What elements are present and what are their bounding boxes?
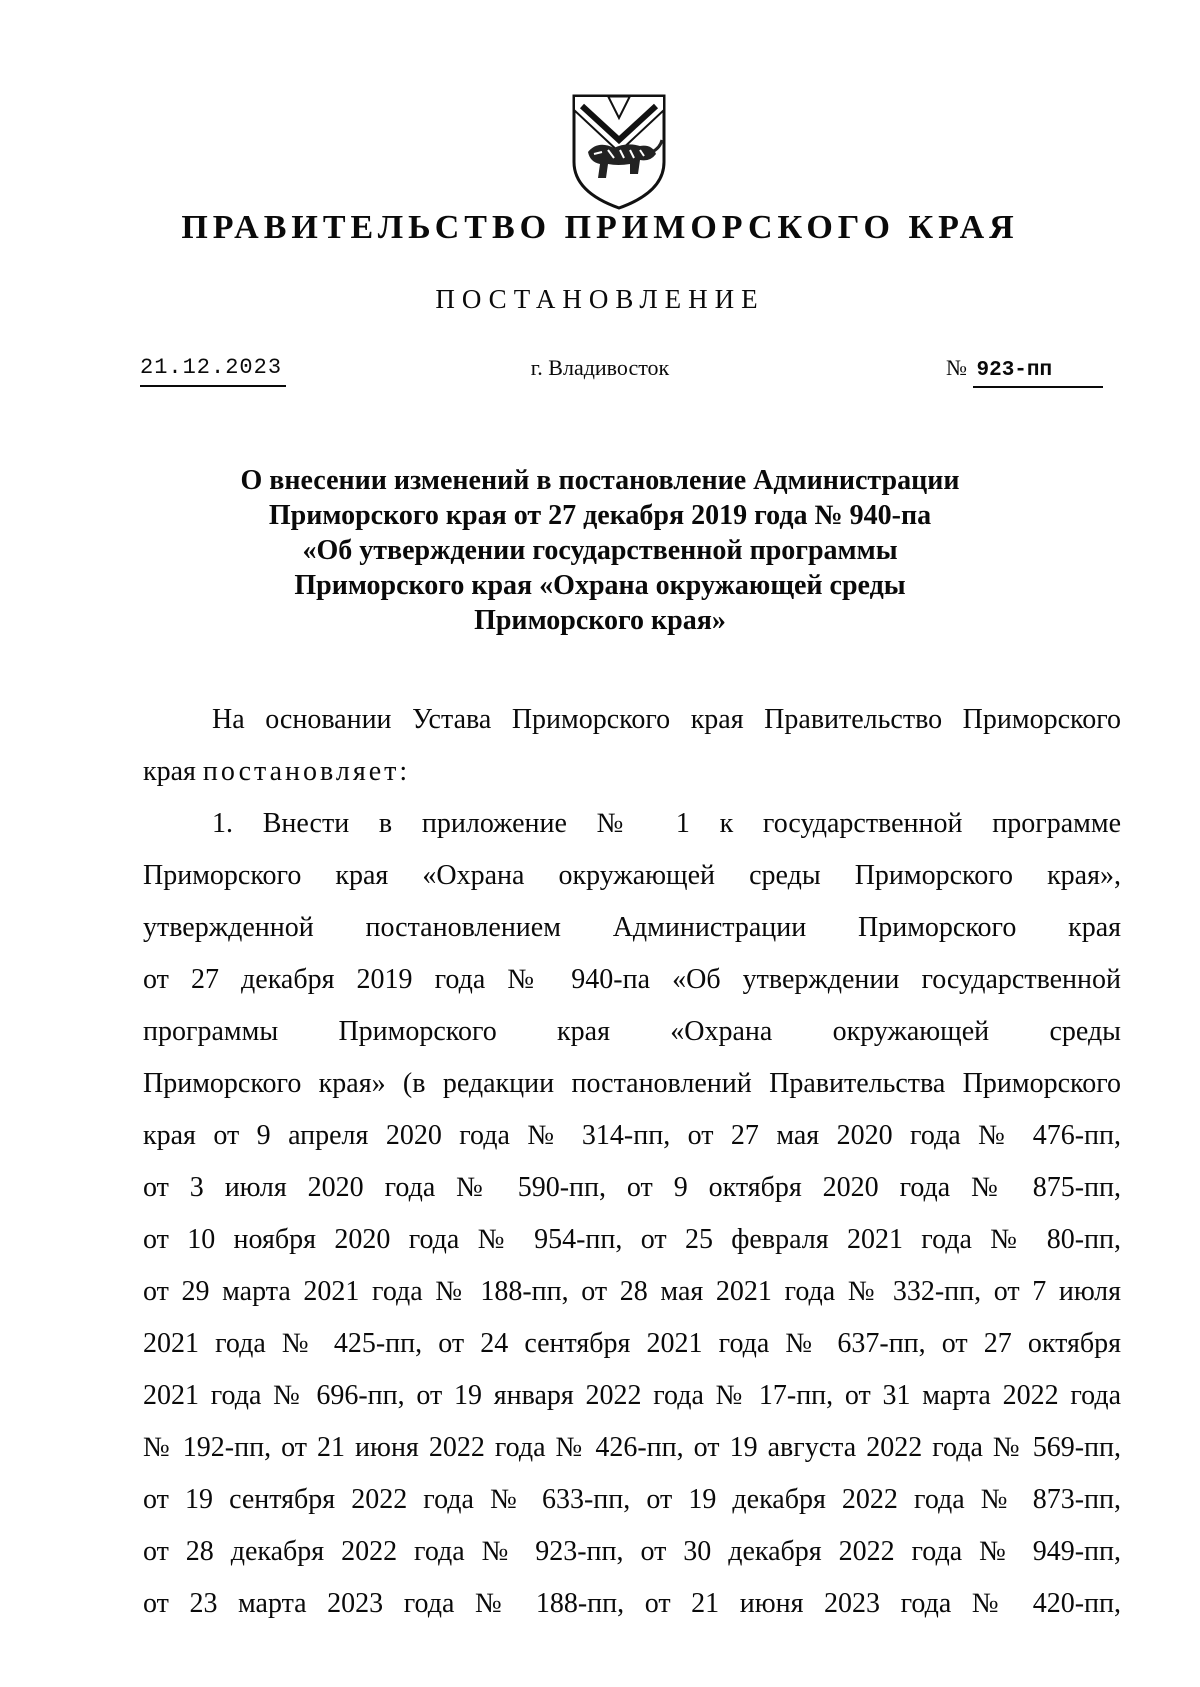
body-line: На основании Устава Приморского края Правительство Приморского [212,704,1121,735]
body-line: 1. Внести в приложение № 1 к государственной программе [212,808,1121,839]
document-number: 923-пп [973,356,1103,388]
body-line: 2021 года № 696-пп, от 19 января 2022 года № 17-пп, от 31 марта 2022 года [143,1380,1121,1411]
resolves-word: постановляет: [202,756,411,787]
body-line: края от 9 апреля 2020 года № 314-пп, от 27 мая 2020 года № 476-пп, [143,1120,1121,1151]
body-line: утвержденной постановлением Администрации Приморского края [143,912,1121,943]
body-line: № 192-пп, от 21 июня 2022 года № 426-пп, от 19 августа 2022 года № 569-пп, [143,1432,1121,1463]
body-line: Приморского края «Охрана окружающей среды Приморского края», [143,860,1121,891]
document-body [143,700,1121,1636]
body-line: от 3 июля 2020 года № 590-пп, от 9 октября 2020 года № 875-пп, [143,1172,1121,1203]
title-line: Приморского края от 27 декабря 2019 года № 940-па [268,500,932,531]
body-line-preamble-end [143,752,1121,804]
document-number-block [946,353,1103,385]
body-line: от 28 декабря 2022 года № 923-пп, от 30 декабря 2022 года № 949-пп, [143,1536,1121,1567]
document-type: ПОСТАНОВЛЕНИЕ [435,284,765,314]
body-line: программы Приморского края «Охрана окружающей среды [143,1016,1121,1047]
body-line: от 27 декабря 2019 года № 940-па «Об утверждении государственной [143,964,1121,995]
title-line: О внесении изменений в постановление Администрации [240,465,960,496]
coat-of-arms-icon [568,92,670,212]
title-line: Приморского края» [474,605,726,636]
preamble-word: края [143,756,196,787]
body-line: от 19 сентября 2022 года № 633-пп, от 19 декабря 2022 года № 873-пп, [143,1484,1121,1515]
title-line: «Об утверждении государственной программы [302,535,898,566]
document-date: 21.12.2023 [140,353,286,387]
organization-name: ПРАВИТЕЛЬСТВО ПРИМОРСКОГО КРАЯ [181,209,1019,246]
body-line: 2021 года № 425-пп, от 24 сентября 2021 года № 637-пп, от 27 октября [143,1328,1121,1359]
title-line: Приморского края «Охрана окружающей среды [294,570,906,601]
document-title [180,463,1020,638]
body-line: от 10 ноября 2020 года № 954-пп, от 25 февраля 2021 года № 80-пп, [143,1224,1121,1255]
body-line: от 29 марта 2021 года № 188-пп, от 28 мая 2021 года № 332-пп, от 7 июля [143,1276,1121,1307]
document-city: г. Владивосток [530,355,670,380]
body-line: от 23 марта 2023 года № 188-пп, от 21 июня 2023 года № 420-пп, [143,1588,1121,1619]
number-prefix: № [946,355,967,380]
body-line: Приморского края» (в редакции постановлений Правительства Приморского [143,1068,1121,1099]
